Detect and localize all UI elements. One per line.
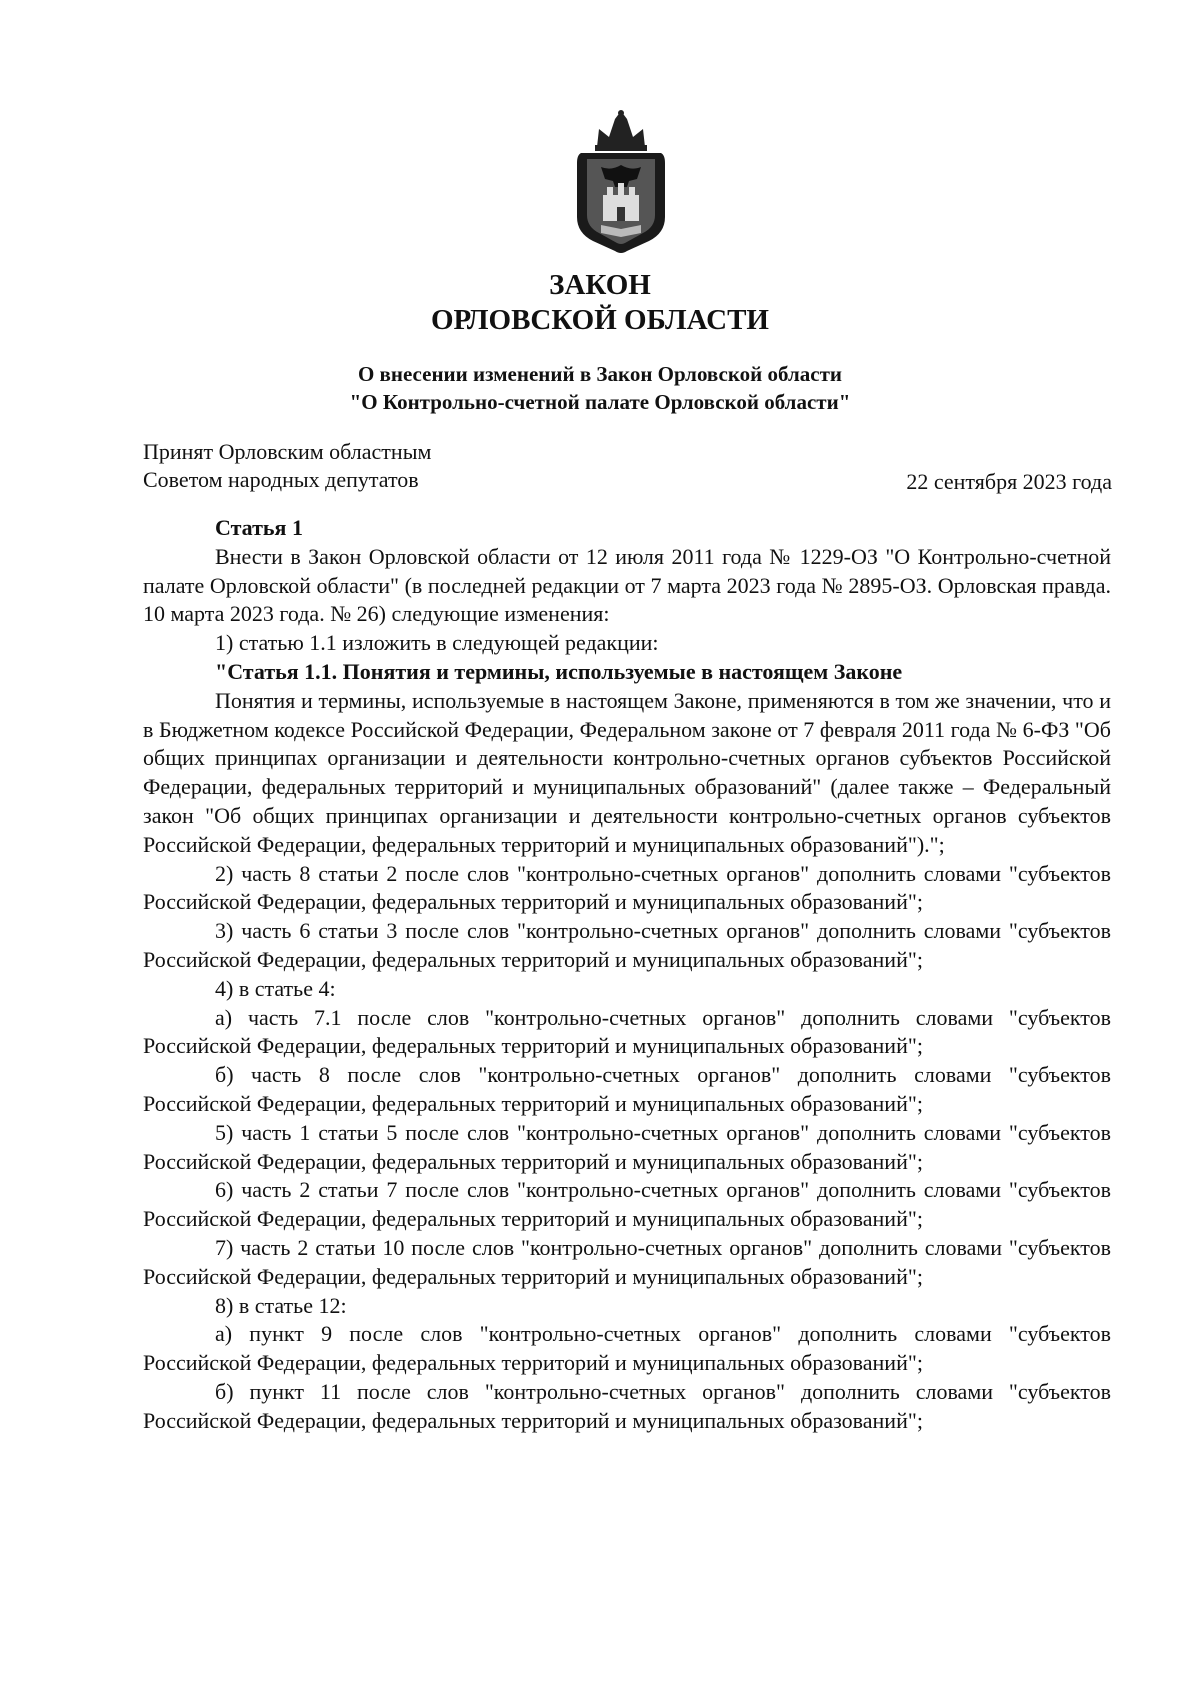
paragraph: 3) часть 6 статьи 3 после слов "контрольно-счетных органов" дополнить словами "субъектов Российской Федерации, федеральных территорий и муниципальных образований"; xyxy=(143,918,1111,972)
law-title-line1: ЗАКОН xyxy=(549,269,651,301)
paragraph: 1) статью 1.1 изложить в следующей редакции: xyxy=(215,630,659,656)
law-subtitle-line1: О внесении изменений в Закон Орловской области xyxy=(357,362,843,386)
paragraph: 7) часть 2 статьи 10 после слов "контрольно-счетных органов" дополнить словами "субъектов Российской Федерации, федеральных территорий и муниципальных образований"; xyxy=(143,1234,1111,1289)
adoption-note-line2: Советом народных депутатов xyxy=(143,467,419,492)
law-subtitle-line2: "О Контрольно-счетной палате Орловской области" xyxy=(349,390,851,414)
article-heading: Статья 1 xyxy=(215,515,303,540)
paragraph: 5) часть 1 статьи 5 после слов "контрольно-счетных органов" дополнить словами "субъектов Российской Федерации, федеральных территорий и муниципальных образований"; xyxy=(143,1119,1111,1174)
paragraph: 8) в статье 12: xyxy=(215,1292,347,1318)
paragraph: 2) часть 8 статьи 2 после слов "контрольно-счетных органов" дополнить словами "субъектов Российской Федерации, федеральных территорий и муниципальных образований"; xyxy=(143,860,1111,915)
paragraph: б) часть 8 после слов "контрольно-счетных органов" дополнить словами "субъектов Российской Федерации, федеральных территорий и муниципальных образований"; xyxy=(143,1062,1111,1116)
law-body xyxy=(143,514,1111,1436)
adoption-date: 22 сентября 2023 года xyxy=(906,469,1112,494)
law-subtitle xyxy=(0,360,1200,416)
paragraph: 6) часть 2 статьи 7 после слов "контрольно-счетных органов" дополнить словами "субъектов Российской Федерации, федеральных территорий и муниципальных образований"; xyxy=(143,1177,1111,1232)
paragraph: Внести в Закон Орловской области от 12 июля 2011 года № 1229-ОЗ "О Контрольно-счетной палате Орловской области" (в последней редакции от 7 марта 2023 года № 2895-ОЗ. Орловская правда. 10 марта 2023 года. № 26) следующие изменения: xyxy=(143,543,1111,627)
adoption-note-line1: Принят Орловским областным xyxy=(143,439,432,464)
paragraph: 4) в статье 4: xyxy=(215,975,336,1001)
adoption-note xyxy=(143,438,431,494)
paragraph: а) пункт 9 после слов "контрольно-счетных органов" дополнить словами "субъектов Российской Федерации, федеральных территорий и муниципальных образований"; xyxy=(143,1321,1111,1376)
paragraph: б) пункт 11 после слов "контрольно-счетных органов" дополнить словами "субъектов Российской Федерации, федеральных территорий и муниципальных образований"; xyxy=(143,1378,1111,1433)
article-1-1-heading: "Статья 1.1. Понятия и термины, используемые в настоящем Законе xyxy=(215,658,903,684)
oryol-coat-of-arms-icon xyxy=(563,107,679,257)
law-title-line2: ОРЛОВСКОЙ ОБЛАСТИ xyxy=(430,304,769,336)
paragraph: Понятия и термины, используемые в настоящем Законе, применяются в том же значении, что и в Бюджетном кодексе Российской Федерации, Федеральном законе от 7 февраля 2011 года № 6-ФЗ "Об общих принципах организации и деятельности контрольно-счетных органов субъектов Российской Федерации, федеральных территорий и муниципальных образований" (далее также – Федеральный закон "Об общих принципах организации и деятельности контрольно-счетных органов субъектов Российской Федерации, федеральных территорий и муниципальных образований")."; xyxy=(143,687,1111,857)
paragraph: а) часть 7.1 после слов "контрольно-счетных органов" дополнить словами "субъектов Российской Федерации, федеральных территорий и муниципальных образований"; xyxy=(143,1004,1111,1059)
law-title xyxy=(0,268,1200,338)
